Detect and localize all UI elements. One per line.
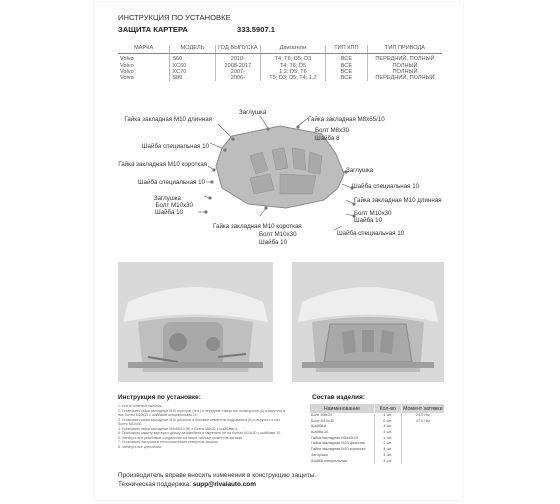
- label-bolt-m8: Болт М8х30: [315, 127, 350, 134]
- col-drive: ТИП ПРИВОДА: [367, 45, 442, 53]
- article-number: 333.5907.1: [237, 25, 276, 34]
- label-shaiba-10-right: Шайба 10: [354, 217, 383, 224]
- label-bolt-m10-left: Болт М10х30: [155, 202, 193, 209]
- underbody-before-image: [118, 262, 273, 382]
- label-gaika-m10-bottom: Гайка закладная М10 короткая: [213, 223, 302, 230]
- col-name: Наименование: [310, 404, 374, 413]
- comp-header-row: [310, 404, 444, 413]
- col-marka: МАРКА: [118, 45, 170, 53]
- table-row: Болт М10х30 6 шт. 47,0 Нм: [311, 418, 430, 423]
- label-zaglushka-top: Заглушка: [239, 109, 267, 116]
- label-gaika-m10-long-left: Гайка закладная М10 длинная: [124, 116, 212, 123]
- table-row: Шайба 10 4 шт.: [310, 430, 444, 436]
- table-row: Гайка закладная М10 короткая 4 шт.: [310, 447, 444, 453]
- photo-after-install: [292, 262, 444, 382]
- label-zaglushka-right: Заглушка: [346, 167, 374, 174]
- col-model: МОДЕЛЬ: [170, 45, 215, 53]
- table-row: Шайба специальная 4 шт.: [310, 459, 444, 465]
- doc-title: ИНСТРУКЦИЯ ПО УСТАНОВКЕ: [118, 13, 231, 22]
- instructions-title: Инструкция по установке:: [118, 394, 201, 401]
- col-qty: Кол-во: [374, 404, 401, 413]
- list-item: 8. Затянуть все крепления.: [118, 444, 163, 449]
- list-item: 5. Приложить защиту картера к днищу автомобиля и закрепить её на болтах М10х30 с шайбами 10.: [118, 431, 282, 436]
- table-row: Заглушка 4 шт.: [310, 453, 444, 459]
- underbody-after-image: [292, 262, 444, 382]
- composition-title: Состав изделия:: [312, 394, 365, 401]
- composition-table: [310, 404, 444, 464]
- footer-notice: Производитель вправе вносить изменения в конструкцию защиты.: [118, 472, 317, 479]
- footer-support: [118, 481, 256, 488]
- col-year: ГОД ВЫПУСКА: [215, 45, 260, 53]
- vehicle-spec-table: [118, 45, 442, 81]
- col-gearbox: ТИП КПП: [325, 45, 367, 53]
- list-item: 1. Снять штатный пыльник.: [118, 404, 163, 408]
- table-row: Шайба 8 4 шт.: [310, 424, 444, 430]
- label-bolt-m10-bottom: Болт М10х30: [259, 231, 297, 238]
- label-shaiba-spec-left2: Шайба специальная 10: [137, 179, 205, 186]
- label-gaika-m10-short: Гайка закладная М10 короткая: [118, 161, 207, 168]
- table-row: Volvo S60 2010- T4; T6; D5; D3 ВСЕ ПЕРЕДНИЙ, ПОЛНЫЙ: [120, 56, 435, 63]
- label-shaiba-spec-left1: Шайба специальная 10: [141, 143, 209, 150]
- label-shaiba-8: Шайба 8: [315, 135, 340, 142]
- label-shaiba-10-bottom: Шайба 10: [259, 239, 288, 246]
- doc-subtitle: ЗАЩИТА КАРТЕРА: [118, 25, 188, 34]
- table-row: Болт М8х30 4 шт. 24,0 Нм: [311, 413, 430, 417]
- label-shaiba-spec-right2: Шайба специальная 10: [337, 230, 405, 237]
- spec-header-row: [118, 45, 442, 53]
- table-row: Volvo S80 2006- T5; D3; D5; T4; 1,2 ВСЕ ПЕРЕДНИЙ, ПОЛНЫЙ: [120, 75, 435, 82]
- table-row: Гайка закладная М8х65/10 4 шт.: [310, 436, 444, 442]
- support-email-link[interactable]: supp@rivalauto.com: [192, 481, 256, 488]
- instructions-list: [118, 404, 290, 449]
- label-zaglushka-left: Заглушка: [153, 195, 181, 202]
- list-item: 6. Затянуть все резьбовые соединения согласно таблице моментов затяжки.: [118, 435, 244, 440]
- label-bolt-m10-right: Болт М10х30: [354, 210, 392, 217]
- label-shaiba-10-left: Шайба 10: [154, 209, 183, 216]
- list-item: 2. Установить гайки закладные М10 короткие (поз.) в передние отверстия лонжеронов (А) и вкрутить в них болты М10х30 с шайбами специальными 10.: [118, 408, 286, 418]
- table-row: Volvo XC60 2008-2017 T4; T6; D5 ВСЕ ПОЛНЫЙ: [120, 62, 418, 69]
- table-row: Гайка закладная М10 длинная 2 шт.: [310, 441, 444, 447]
- list-item: 4. Установить гайки закладные М8х65/10 (В) и болты М8х30 с шайбами 8.: [118, 426, 239, 431]
- label-gaika-m10-long-right: Гайка закладная М10 длинная: [354, 197, 442, 204]
- photo-before-install: [118, 262, 273, 382]
- col-torque: Момент затяжки: [403, 405, 443, 412]
- label-shaiba-spec-right1: Шайба специальная 10: [352, 183, 420, 190]
- support-label: Техническая поддержка:: [118, 481, 192, 488]
- list-item: 7. Установить заглушки в технологические отверстия защиты.: [118, 440, 219, 445]
- list-item: 3. Установить гайки закладные М10 длинные в боковые отверстия подрамника (Б) и вкрутить в них болты М10х30.: [118, 417, 280, 427]
- col-engines: Двигатели: [261, 45, 326, 53]
- table-row: Volvo XC70 2007- 1,2; D5; T6 ВСЕ ПОЛНЫЙ: [120, 68, 418, 75]
- label-gaika-m8: Гайка закладная М8х65/10: [308, 116, 385, 123]
